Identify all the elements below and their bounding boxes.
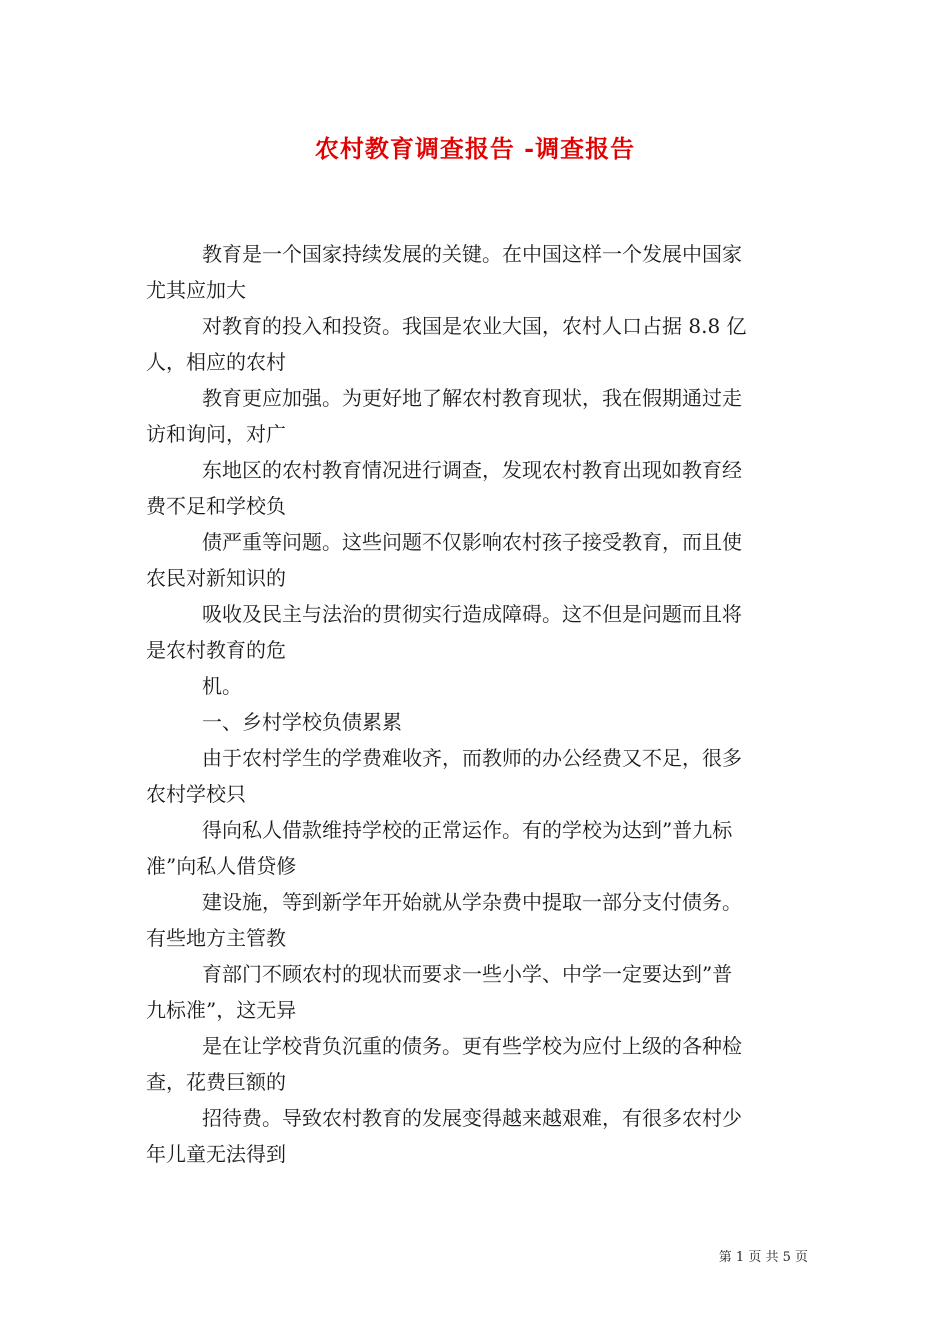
paragraph	[146, 380, 810, 452]
paragraph-line: 农民对新知识的	[146, 566, 286, 590]
paragraph-line: 教育更应加强。为更好地了解农村教育现状，我在假期通过走	[202, 386, 742, 410]
paragraph-line: 招待费。导致农村教育的发展变得越来越艰难，有很多农村少	[202, 1106, 742, 1130]
paragraph	[146, 308, 810, 380]
paragraph-line: 债严重等问题。这些问题不仅影响农村孩子接受教育，而且使	[202, 530, 742, 554]
paragraph	[146, 596, 810, 668]
paragraph-line: 由于农村学生的学费难收齐，而教师的办公经费又不足，很多	[202, 746, 742, 770]
paragraph-line: 是在让学校背负沉重的债务。更有些学校为应付上级的各种检	[202, 1034, 742, 1058]
paragraph-line: 准”向私人借贷修	[146, 854, 297, 878]
paragraph	[146, 1100, 810, 1172]
paragraph	[146, 740, 810, 812]
paragraph-line: 有些地方主管教	[146, 926, 286, 950]
paragraph-line: 建设施，等到新学年开始就从学杂费中提取一部分支付债务。	[202, 890, 742, 914]
paragraph	[146, 812, 810, 884]
section-heading: 一、乡村学校负债累累	[202, 710, 402, 734]
paragraph	[146, 236, 810, 308]
paragraph-line: 对教育的投入和投资。我国是农业大国，农村人口占据 8.8 亿	[202, 314, 747, 338]
paragraph-line: 得向私人借款维持学校的正常运作。有的学校为达到”普九标	[202, 818, 733, 842]
paragraph-line: 吸收及民主与法治的贯彻实行造成障碍。这不但是问题而且将	[202, 602, 742, 626]
document-body	[146, 236, 810, 1172]
paragraph-line: 育部门不顾农村的现状而要求一些小学、中学一定要达到”普	[202, 962, 733, 986]
document-title: 农村教育调查报告 -调查报告	[314, 134, 636, 163]
page-number: 第 1 页 共 5 页	[718, 1250, 808, 1265]
paragraph-line: 九标准”，这无异	[146, 998, 297, 1022]
paragraph-line: 东地区的农村教育情况进行调查，发现农村教育出现如教育经	[202, 458, 742, 482]
paragraph	[146, 524, 810, 596]
paragraph	[146, 884, 810, 956]
paragraph-line: 教育是一个国家持续发展的关键。在中国这样一个发展中国家	[202, 242, 742, 266]
paragraph-line: 是农村教育的危	[146, 638, 286, 662]
closing-line: 机。	[202, 674, 242, 698]
paragraph-line: 访和询问，对广	[146, 422, 286, 446]
paragraph	[146, 452, 810, 524]
paragraph	[146, 1028, 810, 1100]
paragraph-line: 尤其应加大	[146, 278, 246, 302]
paragraph-line: 费不足和学校负	[146, 494, 286, 518]
paragraph-line: 农村学校只	[146, 782, 246, 806]
paragraph	[146, 956, 810, 1028]
paragraph-line: 人，相应的农村	[146, 350, 286, 374]
paragraph-line: 查，花费巨额的	[146, 1070, 286, 1094]
paragraph-line: 年儿童无法得到	[146, 1142, 286, 1166]
